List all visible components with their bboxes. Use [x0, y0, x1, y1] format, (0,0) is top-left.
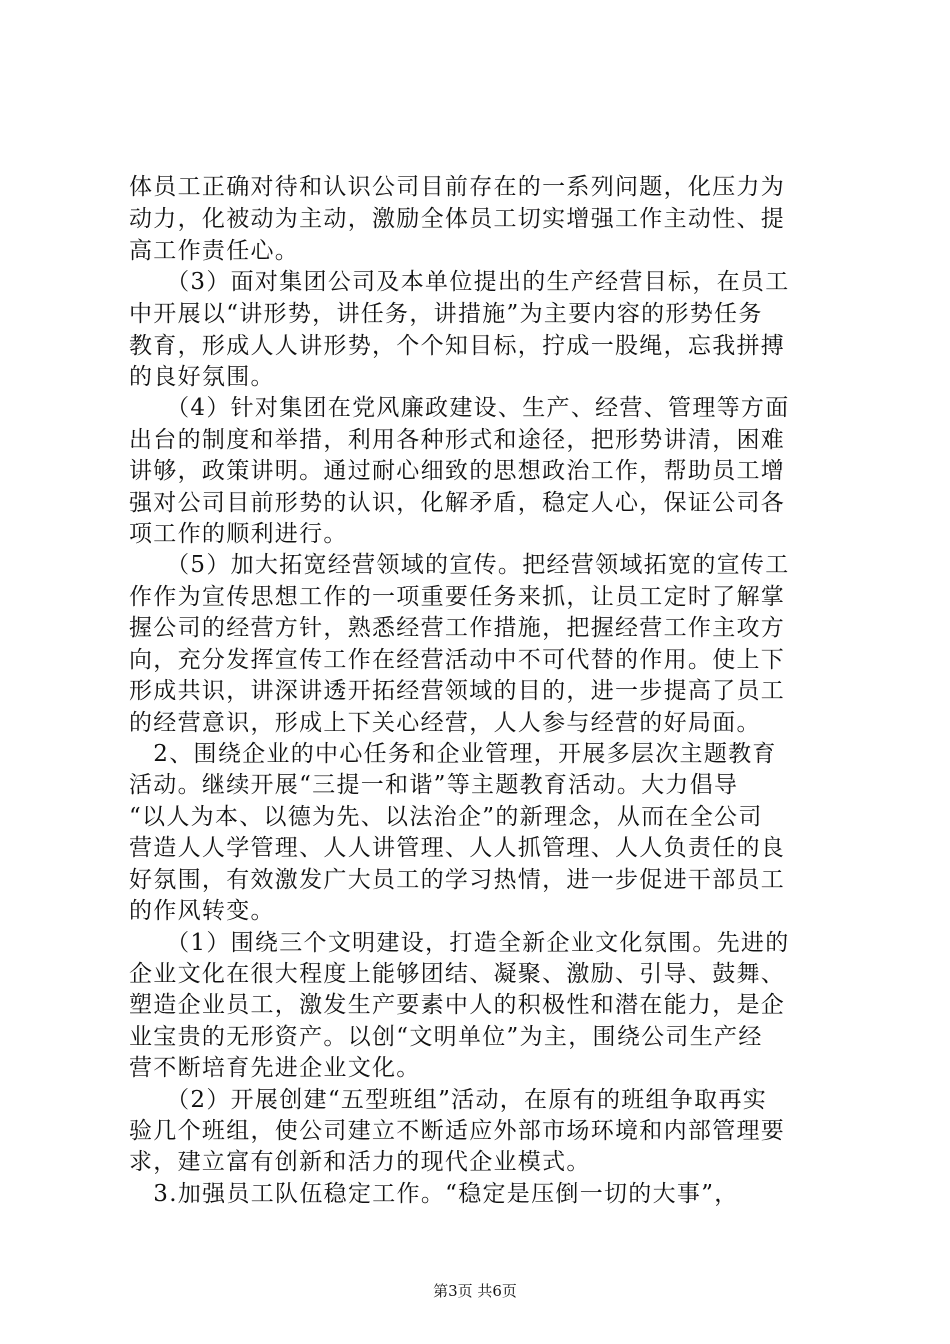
text-line: 体员工正确对待和认识公司目前存在的一系列问题，化压力为	[129, 174, 786, 200]
text-line: （5）加大拓宽经营领域的宣传。把经营领域拓宽的宣传工	[129, 552, 790, 578]
text-line: 中开展以“讲形势，讲任务，讲措施”为主要内容的形势任务	[129, 301, 763, 327]
text-line: “以人为本、以德为先、以法治企”的新理念，从而在全公司	[129, 804, 763, 830]
text-line: （3）面对集团公司及本单位提出的生产经营目标，在员工	[129, 269, 790, 295]
text-line: 2、围绕企业的中心任务和企业管理，开展多层次主题教育	[129, 741, 777, 767]
text-line: 好氛围，有效激发广大员工的学习热情，进一步促进干部员工	[129, 867, 786, 893]
text-line: 向，充分发挥宣传工作在经营活动中不可代替的作用。使上下	[129, 647, 786, 673]
text-line: 动力，化被动为主动，激励全体员工切实增强工作主动性、提	[129, 206, 786, 232]
text-line: 的作风转变。	[129, 898, 275, 924]
text-line: 验几个班组，使公司建立不断适应外部市场环境和内部管理要	[129, 1118, 786, 1144]
text-line: （1）围绕三个文明建设，打造全新企业文化氛围。先进的	[129, 930, 790, 956]
text-line: 业宝贵的无形资产。以创“文明单位”为主，围绕公司生产经	[129, 1024, 763, 1050]
text-line: （4）针对集团在党风廉政建设、生产、经营、管理等方面	[129, 395, 790, 421]
text-line: 出台的制度和举措，利用各种形式和途径，把形势讲清，困难	[129, 427, 786, 453]
text-line: 教育，形成人人讲形势，个个知目标，拧成一股绳，忘我拼搏	[129, 333, 786, 359]
text-line: 作作为宣传思想工作的一项重要任务来抓，让员工定时了解掌	[129, 584, 786, 610]
page-footer	[0, 1281, 950, 1301]
text-line: 强对公司目前形势的认识，化解矛盾，稳定人心，保证公司各	[129, 490, 786, 516]
text-line: 营不断培育先进企业文化。	[129, 1055, 421, 1081]
text-line: 项工作的顺利进行。	[129, 521, 348, 547]
text-line: 求，建立富有创新和活力的现代企业模式。	[129, 1149, 591, 1175]
text-line: 营造人人学管理、人人讲管理、人人抓管理、人人负责任的良	[129, 835, 786, 861]
text-line: 讲够，政策讲明。通过耐心细致的思想政治工作，帮助员工增	[129, 458, 786, 484]
text-line: 的经营意识，形成上下关心经营，人人参与经营的好局面。	[129, 710, 761, 736]
text-line: 高工作责任心。	[129, 238, 300, 264]
text-line: 握公司的经营方针，熟悉经营工作措施，把握经营工作主攻方	[129, 615, 786, 641]
text-line: 塑造企业员工，激发生产要素中人的积极性和潜在能力，是企	[129, 992, 786, 1018]
text-line: （2）开展创建“五型班组”活动，在原有的班组争取再实	[129, 1087, 768, 1113]
page-number: 第3页 共6页	[433, 1282, 517, 1300]
text-line: 的良好氛围。	[129, 364, 275, 390]
text-line: 3.加强员工队伍稳定工作。“稳定是压倒一切的大事”，	[129, 1181, 739, 1207]
text-line: 形成共识，讲深讲透开拓经营领域的目的，进一步提高了员工	[129, 678, 786, 704]
text-line: 活动。继续开展“三提一和谐”等主题教育活动。大力倡导	[129, 772, 739, 798]
text-line: 企业文化在很大程度上能够团结、凝聚、激励、引导、鼓舞、	[129, 961, 786, 987]
